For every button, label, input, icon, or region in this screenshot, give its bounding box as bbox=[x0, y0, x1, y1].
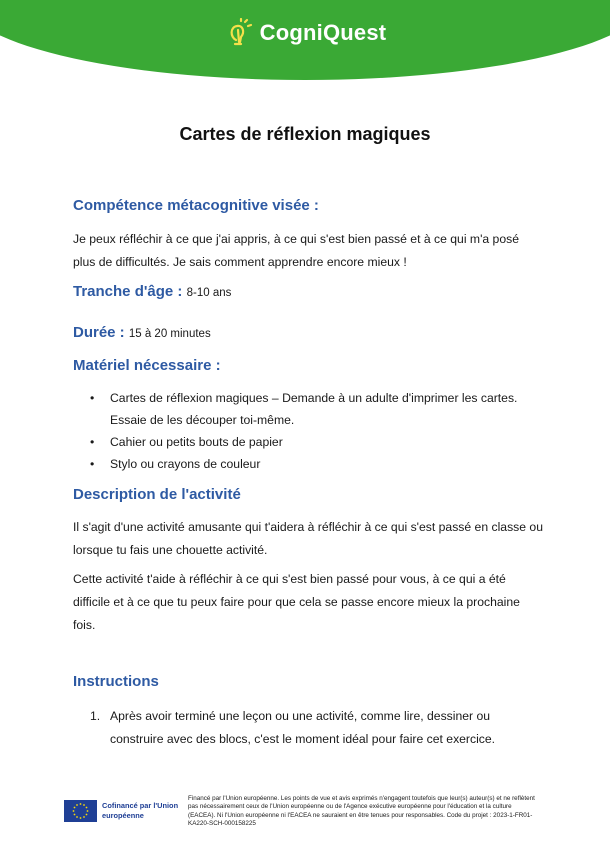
eu-cofunded-label: Cofinancé par l'Union européenne bbox=[102, 801, 179, 820]
brand-name: CogniQuest bbox=[259, 20, 387, 45]
page-title: Cartes de réflexion magiques bbox=[179, 124, 431, 144]
materials-heading: Matériel nécessaire : bbox=[73, 357, 221, 374]
material-text: Cartes de réflexion magiques – Demande à un adulte d'imprimer les cartes. Essaie de les découper toi-même. bbox=[110, 391, 518, 427]
step-text: Après avoir terminé une leçon ou une activité, comme lire, dessiner ou construire avec des blocs, c'est le moment idéal pour faire cet exercice. bbox=[110, 709, 496, 746]
eu-flag-icon bbox=[64, 800, 97, 822]
funding-disclaimer: Financé par l'Union européenne. Les points de vue et avis exprimés n'engagent toutefois que leur(s) auteur(s) et ne reflètent pas nécessairement ceux de l'Union européenne ou de l'Agence exécutive européenne pour l'éducation et la culture (EACEA). Ni l'Union européenne ni l'EACEA ne sauraient en être tenues pour responsables. Code du projet : 2023-1-FR01-KA220-SCH-000158225 bbox=[188, 795, 535, 828]
competence-heading: Compétence métacognitive visée : bbox=[73, 197, 319, 214]
age-value: 8-10 ans bbox=[186, 287, 232, 299]
instructions-heading: Instructions bbox=[73, 673, 159, 690]
age-heading bbox=[73, 283, 231, 300]
brand-logo bbox=[0, 18, 610, 48]
competence-text: Je peux réfléchir à ce que j'ai appris, à ce qui s'est bien passé et à ce qui m'a posé plus de difficultés. Je sais comment apprendre encore mieux ! bbox=[73, 232, 519, 269]
description-paragraph: Il s'agit d'une activité amusante qui t'aidera à réfléchir à ce qui s'est passé en classe ou lorsque tu fais une chouette activité. bbox=[73, 520, 543, 557]
list-item bbox=[73, 387, 543, 431]
bullet-icon: • bbox=[90, 457, 95, 471]
age-label: Tranche d'âge : bbox=[73, 283, 183, 300]
bullet-icon: • bbox=[90, 391, 95, 405]
list-item bbox=[73, 705, 543, 751]
materials-list bbox=[73, 387, 543, 475]
duration-heading bbox=[73, 324, 211, 341]
description-heading: Description de l'activité bbox=[73, 486, 241, 503]
description-paragraph: Cette activité t'aide à réfléchir à ce qui s'est bien passé pour vous, à ce qui a été difficile et à ce que tu peux faire pour que cela se passe encore mieux la prochaine fois. bbox=[73, 572, 520, 632]
duration-value: 15 à 20 minutes bbox=[128, 328, 211, 340]
bullet-icon: • bbox=[90, 435, 95, 449]
list-item bbox=[73, 453, 543, 475]
duration-label: Durée : bbox=[73, 324, 125, 341]
lightbulb-icon bbox=[224, 18, 254, 48]
material-text: Cahier ou petits bouts de papier bbox=[110, 435, 283, 449]
instructions-list bbox=[73, 705, 543, 751]
material-text: Stylo ou crayons de couleur bbox=[110, 457, 261, 471]
step-number: 1. bbox=[90, 709, 101, 723]
footer bbox=[64, 795, 544, 831]
list-item bbox=[73, 431, 543, 453]
